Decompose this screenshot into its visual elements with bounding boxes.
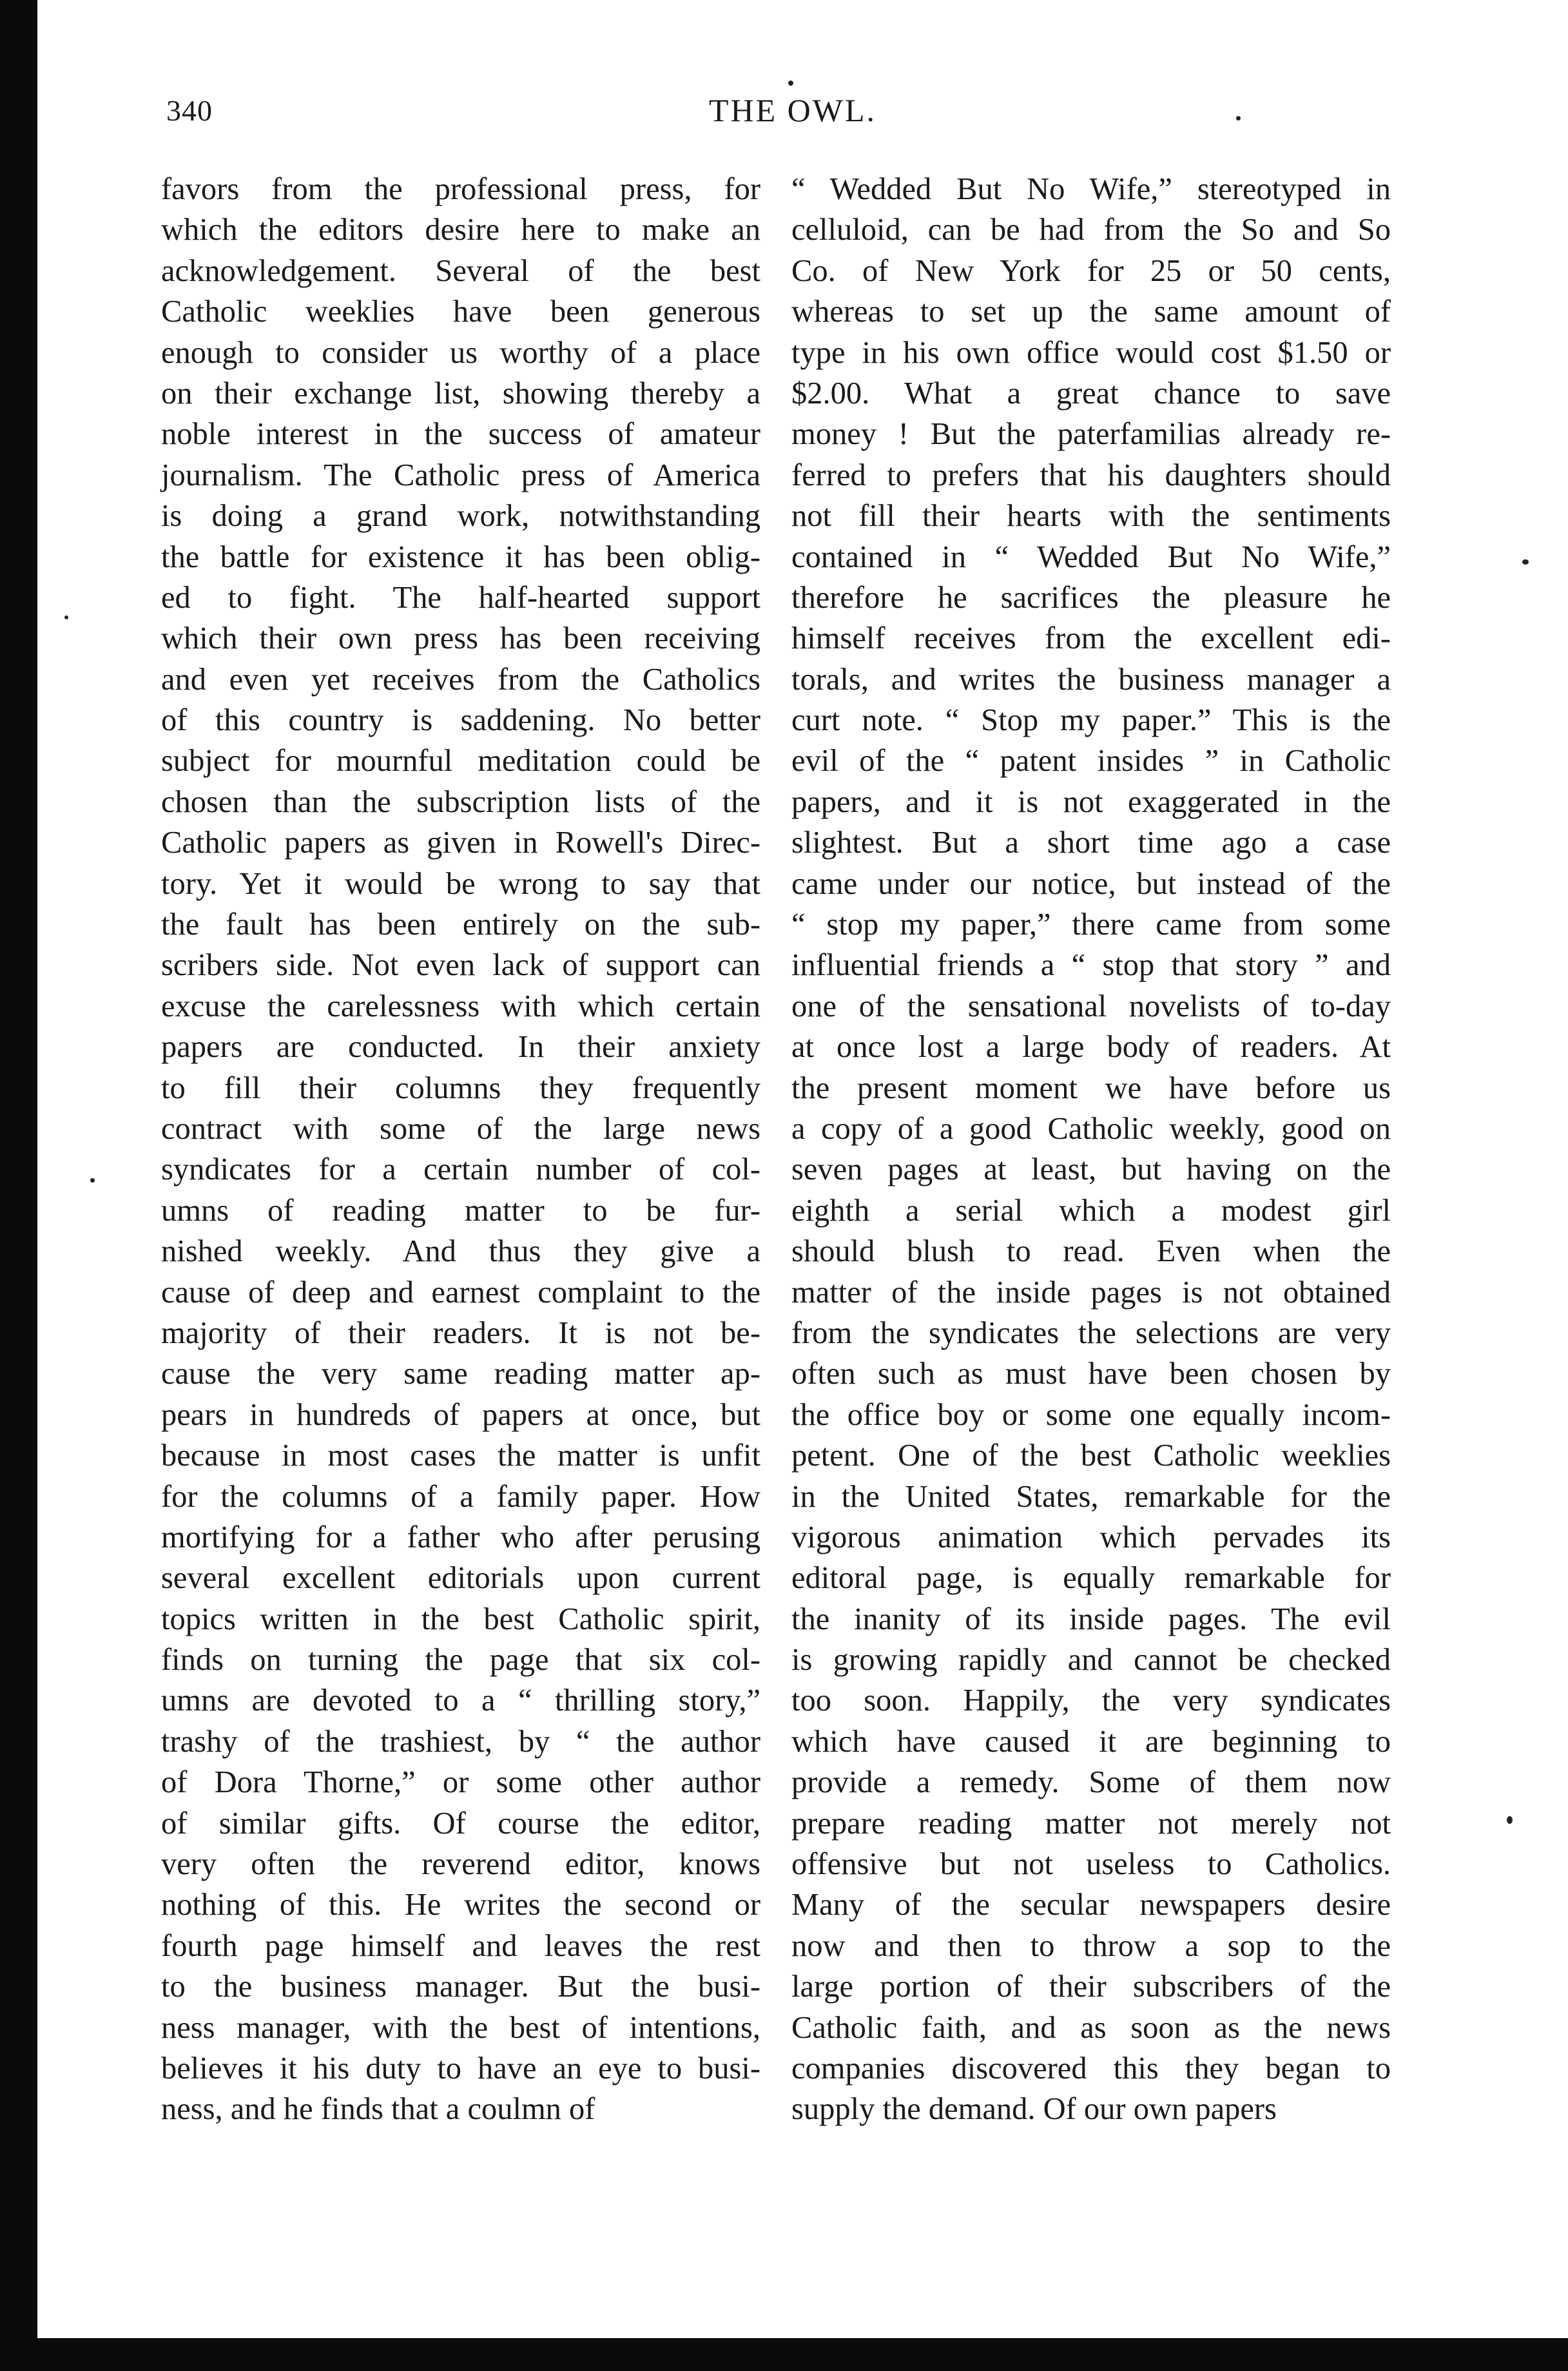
text-line: offensive but not useless to Catholics. bbox=[791, 1847, 1391, 1882]
text-line: therefore he sacrifices the pleasure he bbox=[791, 580, 1391, 615]
text-line: companies discovered this they began to bbox=[791, 2051, 1391, 2086]
text-line: ed to fight. The half-hearted support bbox=[161, 580, 760, 615]
text-line: influential friends a “ stop that story ” and bbox=[791, 948, 1391, 983]
text-line: ferred to prefers that his daughters should bbox=[791, 458, 1391, 492]
text-line: torals, and writes the business manager a bbox=[791, 662, 1391, 697]
text-line: mortifying for a father who after perusing bbox=[161, 1520, 760, 1554]
text-line: nothing of this. He writes the second or bbox=[161, 1888, 760, 1922]
text-line: in the United States, remarkable for the bbox=[791, 1479, 1391, 1514]
text-line: Catholic faith, and as soon as the news bbox=[791, 2010, 1391, 2045]
text-line: scribers side. Not even lack of support can bbox=[161, 948, 760, 983]
scan-speck bbox=[1236, 116, 1241, 121]
text-line: petent. One of the best Catholic weeklies bbox=[791, 1438, 1391, 1473]
text-line: $2.00. What a great chance to save bbox=[791, 376, 1391, 411]
right-text-column bbox=[791, 169, 1391, 2130]
scan-border-bottom bbox=[0, 2338, 1568, 2371]
text-line: cause the very same reading matter ap- bbox=[161, 1357, 760, 1391]
text-line: is doing a grand work, notwithstanding bbox=[161, 499, 760, 534]
text-line: is growing rapidly and cannot be checked bbox=[791, 1643, 1391, 1678]
text-line: umns are devoted to a “ thrilling story,” bbox=[161, 1683, 760, 1718]
text-line: for the columns of a family paper. How bbox=[161, 1479, 760, 1514]
text-line: large portion of their subscribers of the bbox=[791, 1969, 1391, 2004]
text-line: subject for mournful meditation could be bbox=[161, 744, 760, 779]
text-line: Many of the secular newspapers desire bbox=[791, 1888, 1391, 1922]
text-line: Catholic papers as given in Rowell's Direc- bbox=[161, 826, 760, 860]
text-line: to fill their columns they frequently bbox=[161, 1070, 760, 1105]
text-line: evil of the “ patent insides ” in Catholic bbox=[791, 744, 1391, 779]
scan-speck bbox=[90, 1178, 95, 1183]
text-line: nished weekly. And thus they give a bbox=[161, 1234, 760, 1269]
text-line: eighth a serial which a modest girl bbox=[791, 1193, 1391, 1228]
text-line: Catholic weeklies have been generous bbox=[161, 295, 760, 329]
text-line: type in his own office would cost $1.50 or bbox=[791, 335, 1391, 370]
text-line: curt note. “ Stop my paper.” This is the bbox=[791, 703, 1391, 738]
text-line: majority of their readers. It is not be- bbox=[161, 1315, 760, 1350]
text-line: the office boy or some one equally incom- bbox=[791, 1397, 1391, 1432]
text-line: “ stop my paper,” there came from some bbox=[791, 907, 1391, 942]
text-line: came under our notice, but instead of the bbox=[791, 866, 1391, 901]
text-line: vigorous animation which pervades its bbox=[791, 1520, 1391, 1554]
text-line: papers are conducted. In their anxiety bbox=[161, 1030, 760, 1065]
text-line: several excellent editorials upon current bbox=[161, 1561, 760, 1596]
scan-speck bbox=[788, 81, 793, 86]
text-line: enough to consider us worthy of a place bbox=[161, 335, 760, 370]
text-line: to the business manager. But the busi- bbox=[161, 1969, 760, 2004]
text-line: at once lost a large body of readers. At bbox=[791, 1030, 1391, 1065]
text-line: matter of the inside pages is not obtained bbox=[791, 1275, 1391, 1310]
text-line: ness manager, with the best of intentions, bbox=[161, 2010, 760, 2045]
text-line: fourth page himself and leaves the rest bbox=[161, 1928, 760, 1963]
text-line: celluloid, can be had from the So and So bbox=[791, 213, 1391, 247]
text-line: noble interest in the success of amateur bbox=[161, 417, 760, 452]
text-line: slightest. But a short time ago a case bbox=[791, 826, 1391, 860]
text-line: excuse the carelessness with which certain bbox=[161, 989, 760, 1023]
text-line: editoral page, is equally remarkable for bbox=[791, 1561, 1391, 1596]
text-line: money ! But the paterfamilias already re- bbox=[791, 417, 1391, 452]
text-line: a copy of a good Catholic weekly, good on bbox=[791, 1111, 1391, 1146]
text-line: papers, and it is not exaggerated in the bbox=[791, 784, 1391, 819]
text-line: the battle for existence it has been oblig- bbox=[161, 539, 760, 574]
text-line: one of the sensational novelists of to-day bbox=[791, 989, 1391, 1023]
text-line: on their exchange list, showing thereby a bbox=[161, 376, 760, 411]
text-line: often such as must have been chosen by bbox=[791, 1357, 1391, 1391]
text-line: very often the reverend editor, knows bbox=[161, 1847, 760, 1882]
text-line: contract with some of the large news bbox=[161, 1111, 760, 1146]
text-line: which have caused it are beginning to bbox=[791, 1724, 1391, 1759]
text-line: umns of reading matter to be fur- bbox=[161, 1193, 760, 1228]
text-line: the present moment we have before us bbox=[791, 1070, 1391, 1105]
text-line: topics written in the best Catholic spirit, bbox=[161, 1602, 760, 1636]
scan-speck bbox=[1507, 1816, 1513, 1824]
text-line: the inanity of its inside pages. The evil bbox=[791, 1602, 1391, 1636]
text-line: ness, and he finds that a coulmn of bbox=[161, 2092, 595, 2127]
text-line: favors from the professional press, for bbox=[161, 172, 760, 206]
text-line: “ Wedded But No Wife,” stereotyped in bbox=[791, 172, 1391, 206]
text-line: contained in “ Wedded But No Wife,” bbox=[791, 539, 1391, 574]
text-line: finds on turning the page that six col- bbox=[161, 1643, 760, 1678]
text-line: of this country is saddening. No better bbox=[161, 703, 760, 738]
text-line: and even yet receives from the Catholics bbox=[161, 662, 760, 697]
text-line: should blush to read. Even when the bbox=[791, 1234, 1391, 1269]
text-line: Co. of New York for 25 or 50 cents, bbox=[791, 253, 1391, 288]
text-line: from the syndicates the selections are very bbox=[791, 1315, 1391, 1350]
text-line: whereas to set up the same amount of bbox=[791, 295, 1391, 329]
text-line: believes it his duty to have an eye to busi- bbox=[161, 2051, 760, 2086]
text-line: because in most cases the matter is unfit bbox=[161, 1438, 760, 1473]
scan-speck bbox=[64, 615, 68, 619]
text-line: himself receives from the excellent edi- bbox=[791, 621, 1391, 656]
text-line: acknowledgement. Several of the best bbox=[161, 253, 760, 288]
text-line: not fill their hearts with the sentiments bbox=[791, 499, 1391, 534]
text-line: prepare reading matter not merely not bbox=[791, 1806, 1391, 1841]
text-line: seven pages at least, but having on the bbox=[791, 1152, 1391, 1187]
text-line: of Dora Thorne,” or some other author bbox=[161, 1765, 760, 1800]
running-title: THE OWL. bbox=[708, 92, 877, 128]
text-line: tory. Yet it would be wrong to say that bbox=[161, 866, 760, 901]
text-line: journalism. The Catholic press of America bbox=[161, 458, 760, 492]
text-line: trashy of the trashiest, by “ the author bbox=[161, 1724, 760, 1759]
left-text-column bbox=[161, 169, 760, 2130]
scan-speck bbox=[1522, 559, 1529, 565]
text-line: the fault has been entirely on the sub- bbox=[161, 907, 760, 942]
text-line: chosen than the subscription lists of the bbox=[161, 784, 760, 819]
scan-border-left bbox=[0, 0, 37, 2371]
text-line: provide a remedy. Some of them now bbox=[791, 1765, 1391, 1800]
text-line: which their own press has been receiving bbox=[161, 621, 760, 656]
text-line: too soon. Happily, the very syndicates bbox=[791, 1683, 1391, 1718]
text-line: syndicates for a certain number of col- bbox=[161, 1152, 760, 1187]
text-line: pears in hundreds of papers at once, but bbox=[161, 1397, 760, 1432]
text-line: of similar gifts. Of course the editor, bbox=[161, 1806, 760, 1841]
text-line: now and then to throw a sop to the bbox=[791, 1928, 1391, 1963]
page-number: 340 bbox=[166, 94, 213, 127]
text-line: cause of deep and earnest complaint to the bbox=[161, 1275, 760, 1310]
text-line: which the editors desire here to make an bbox=[161, 213, 760, 247]
text-line: supply the demand. Of our own papers bbox=[791, 2092, 1277, 2127]
